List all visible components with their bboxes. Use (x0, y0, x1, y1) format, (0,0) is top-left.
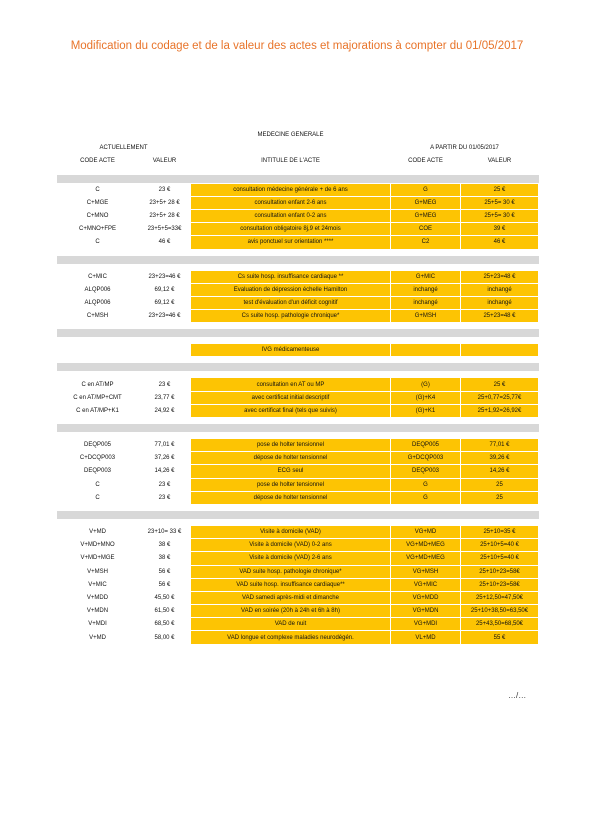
table-row (57, 236, 539, 249)
cell-label: Visite à domicile (VAD) 2-6 ans (191, 552, 391, 565)
separator-row (57, 175, 539, 184)
cell-code-after: COE (391, 223, 461, 236)
cell-value-after: 39,26 € (461, 452, 539, 465)
cell-code-after: VL+MD (391, 631, 461, 644)
cell-value-before: 61,50 € (154, 608, 175, 615)
cell-code-after: G+MEG (391, 209, 461, 222)
table-group-row (57, 142, 539, 155)
cell-value-before: 69,12 € (154, 299, 175, 306)
cell-code-before: C+MSH (86, 313, 109, 320)
cell-value-before: 69,12 € (154, 286, 175, 293)
cell-value-before: 14,26 € (154, 468, 175, 475)
cell-code-before: C+MNO (86, 213, 109, 220)
cell-value-after: 25 (461, 491, 539, 504)
cell-label: consultation enfant 2-6 ans (191, 196, 391, 209)
cell-value-before: 23 € (158, 381, 171, 388)
cell-code-after: inchangé (391, 283, 461, 296)
cell-label: IVG médicamenteuse (191, 344, 391, 357)
table-row (57, 578, 539, 591)
table-row (57, 465, 539, 478)
cell-code-before: C en AT/MP+CMT (73, 394, 122, 401)
table-row (57, 618, 539, 631)
cell-value-before: 46 € (158, 239, 171, 246)
cell-label: ECG seul (191, 465, 391, 478)
table-row (57, 283, 539, 296)
cell-code-before: C (95, 481, 100, 488)
cell-value-after: 25+10+23=58€ (461, 565, 539, 578)
cell-label: dépose de holter tensionnel (191, 452, 391, 465)
cell-code-after: C2 (391, 236, 461, 249)
table-row (57, 270, 539, 283)
cell-value-before: 58,00 € (154, 634, 175, 641)
cell-value-before: 23 € (158, 186, 171, 193)
cell-code-after: VG+MSH (391, 565, 461, 578)
cell-label: VAD suite hosp. insuffisance cardiaque** (191, 578, 391, 591)
cell-value-before: 23+5+ 28 € (149, 199, 180, 206)
table-row (57, 605, 539, 618)
cell-value-after: 25+10+23=58€ (461, 578, 539, 591)
cell-value-after: 25+23=48 € (461, 310, 539, 323)
cell-value-before: 23 € (158, 494, 171, 501)
cell-value-after (461, 344, 539, 357)
cell-code-before: C+MIC (88, 273, 107, 280)
cell-value-after: 25+5= 30 € (461, 196, 539, 209)
cell-value-after: 25+0,77=25,77€ (461, 391, 539, 404)
separator-cell (57, 363, 539, 371)
table-row (57, 310, 539, 323)
cell-code-after: VG+MIC (391, 578, 461, 591)
cell-value-after: 14,26 € (461, 465, 539, 478)
cell-code-after: G+MEG (391, 196, 461, 209)
separator-row (57, 256, 539, 264)
column-header-code-after: CODE ACTE (408, 158, 443, 165)
column-header-value-before: VALEUR (152, 158, 177, 165)
table-row (57, 183, 539, 196)
cell-value-before: 56 € (158, 581, 171, 588)
column-header-label: INTITULE DE L'ACTE (261, 158, 320, 165)
cell-code-before: C+DCQP003 (79, 455, 116, 462)
cell-code-before: DEQP005 (83, 442, 111, 449)
cell-value-before: 24,92 € (154, 407, 175, 414)
table-row (57, 565, 539, 578)
cell-code-before: C+MGE (86, 199, 109, 206)
cell-code-after (391, 344, 461, 357)
table-row (57, 391, 539, 404)
cell-value-after: 25+5= 30 € (461, 209, 539, 222)
cell-value-before: 38 € (158, 555, 171, 562)
table-row (57, 491, 539, 504)
cell-code-before: V+MD+MNO (80, 542, 115, 549)
cell-value-before: 68,50 € (154, 621, 175, 628)
cell-code-after: inchangé (391, 296, 461, 309)
table-row (57, 478, 539, 491)
table-row (57, 223, 539, 236)
cell-code-before: C (95, 186, 100, 193)
cell-value-before: 23+23=46 € (148, 313, 181, 320)
cell-label: pose de holter tensionnel (191, 439, 391, 452)
separator-cell (57, 256, 539, 264)
cell-code-before: V+MD+MGE (80, 555, 115, 562)
cell-value-after: 25+12,50=47,50€ (461, 591, 539, 604)
table-header-row (57, 155, 539, 168)
cell-code-after: VG+MD+MEG (391, 539, 461, 552)
cell-value-after: 77,01 € (461, 439, 539, 452)
cell-code-before: C en AT/MP (81, 381, 114, 388)
cell-code-after: G (391, 491, 461, 504)
table-row (57, 196, 539, 209)
table-row (57, 378, 539, 391)
page-title: Modification du codage et de la valeur des actes et majorations à compter du 01/05/2017 (70, 40, 524, 52)
acts-table (56, 128, 539, 645)
cell-code-after: (G)+K1 (391, 404, 461, 417)
cell-value-before: 23+5+5=33€ (147, 226, 182, 233)
section-title: MEDECINE GENERALE (257, 132, 324, 139)
cell-code-after: G+MIC (391, 270, 461, 283)
cell-code-before: ALQP006 (84, 286, 111, 293)
cell-value-before: 23+23=46 € (148, 273, 181, 280)
cell-label: dépose de holter tensionnel (191, 491, 391, 504)
cell-code-before: C en AT/MP+K1 (76, 407, 119, 414)
cell-code-before: V+MDD (86, 594, 109, 601)
separator-row (57, 424, 539, 432)
cell-label: Visite à domicile (VAD) 0-2 ans (191, 539, 391, 552)
cell-code-after: VG+MDD (391, 591, 461, 604)
cell-code-before: V+MD (89, 634, 106, 641)
cell-label: consultation obligatoire 8j,9 et 24mois (191, 223, 391, 236)
cell-code-before: C (95, 239, 100, 246)
cell-value-after: 25+10+38,50=63,50€ (461, 605, 539, 618)
cell-code-after: (G) (391, 378, 461, 391)
cell-label: test d'évaluation d'un déficit cognitif (191, 296, 391, 309)
acts-table-body (57, 129, 539, 645)
cell-code-after: G+DCQP003 (391, 452, 461, 465)
cell-label: consultation médecine générale + de 6 ans (191, 183, 391, 196)
table-row (57, 344, 539, 357)
cell-code-after: DEQP003 (391, 465, 461, 478)
column-header-code-before: CODE ACTE (80, 158, 115, 165)
separator-row (57, 511, 539, 519)
cell-value-before: 23,77 € (154, 394, 175, 401)
cell-label: consultation enfant 0-2 ans (191, 209, 391, 222)
cell-value-after: 25 € (461, 183, 539, 196)
table-row (57, 552, 539, 565)
cell-label: VAD longue et complexe maladies neurodégén. (191, 631, 391, 644)
cell-code-after: VG+MD+MEG (391, 552, 461, 565)
cell-value-after: inchangé (461, 296, 539, 309)
table-row (57, 209, 539, 222)
cell-value-after: 55 € (461, 631, 539, 644)
cell-value-before: 23+10= 33 € (147, 529, 182, 536)
cell-value-after: 25+10=35 € (461, 525, 539, 538)
cell-label: Cs suite hosp. insuffisance cardiaque ** (191, 270, 391, 283)
cell-value-after: 25+43,50=68,50€ (461, 618, 539, 631)
cell-code-before: V+MDI (88, 621, 107, 628)
cell-value-before: 23+5+ 28 € (149, 213, 180, 220)
table-row (57, 525, 539, 538)
cell-value-after: 25+1,92=26,92€ (461, 404, 539, 417)
cell-label: avec certificat initial descriptif (191, 391, 391, 404)
cell-code-after: G (391, 478, 461, 491)
group-header-after: A PARTIR DU 01/05/2017 (430, 145, 499, 152)
cell-label: Cs suite hosp. pathologie chronique* (191, 310, 391, 323)
cell-value-after: 46 € (461, 236, 539, 249)
table-row (57, 296, 539, 309)
table-row (57, 539, 539, 552)
table-row (57, 452, 539, 465)
separator-row (57, 329, 539, 337)
cell-code-after: (G)+K4 (391, 391, 461, 404)
column-header-value-after: VALEUR (487, 158, 512, 165)
cell-code-after: VG+MDI (391, 618, 461, 631)
cell-label: consultation en AT ou MP (191, 378, 391, 391)
separator-cell (57, 511, 539, 519)
separator-cell (57, 424, 539, 432)
table-section-row (57, 129, 539, 142)
cell-value-before: 77,01 € (154, 442, 175, 449)
cell-value-before: 45,50 € (154, 594, 175, 601)
cell-value-before (139, 344, 191, 357)
cell-value-after: 25 (461, 478, 539, 491)
table-row (57, 439, 539, 452)
separator-cell (57, 329, 539, 337)
cell-code-after: G (391, 183, 461, 196)
cell-label: VAD samedi après-midi et dimanche (191, 591, 391, 604)
cell-label: avec certificat final (tels que suivis) (191, 404, 391, 417)
page-continuation-mark: …/… (508, 691, 527, 700)
cell-value-before: 23 € (158, 481, 171, 488)
cell-code-before: V+MD (89, 529, 106, 536)
cell-code-before (57, 344, 139, 357)
cell-code-before: V+MIC (88, 581, 107, 588)
separator-row (57, 363, 539, 371)
cell-value-after: 25+23=48 € (461, 270, 539, 283)
cell-code-before: C+MNO+FPE (78, 226, 116, 233)
group-header-before: ACTUELLEMENT (99, 145, 148, 152)
cell-value-after: 25+10+5=40 € (461, 552, 539, 565)
table-row (57, 631, 539, 644)
cell-code-after: DEQP005 (391, 439, 461, 452)
cell-value-after: inchangé (461, 283, 539, 296)
cell-value-after: 25+10+5=40 € (461, 539, 539, 552)
table-row (57, 591, 539, 604)
cell-code-before: C (95, 494, 100, 501)
cell-value-before: 38 € (158, 542, 171, 549)
cell-label: Evaluation de dépression échelle Hamilton (191, 283, 391, 296)
table-row (57, 404, 539, 417)
cell-code-after: VG+MDN (391, 605, 461, 618)
cell-code-before: V+MSH (87, 568, 108, 575)
cell-code-before: ALQP006 (84, 299, 111, 306)
cell-label: VAD suite hosp. pathologie chronique* (191, 565, 391, 578)
cell-code-before: DEQP003 (83, 468, 111, 475)
cell-value-after: 25 € (461, 378, 539, 391)
cell-code-before: V+MDN (86, 608, 109, 615)
cell-label: pose de holter tensionnel (191, 478, 391, 491)
cell-value-before: 56 € (158, 568, 171, 575)
cell-label: VAD de nuit (191, 618, 391, 631)
cell-code-after: VG+MD (391, 525, 461, 538)
cell-value-before: 37,26 € (154, 455, 175, 462)
cell-code-after: G+MSH (391, 310, 461, 323)
cell-label: Visite à domicile (VAD) (191, 525, 391, 538)
cell-value-after: 39 € (461, 223, 539, 236)
cell-label: VAD en soirée (20h à 24h et 6h à 8h) (191, 605, 391, 618)
separator-cell (57, 175, 539, 184)
cell-label: avis ponctuel sur orientation **** (191, 236, 391, 249)
